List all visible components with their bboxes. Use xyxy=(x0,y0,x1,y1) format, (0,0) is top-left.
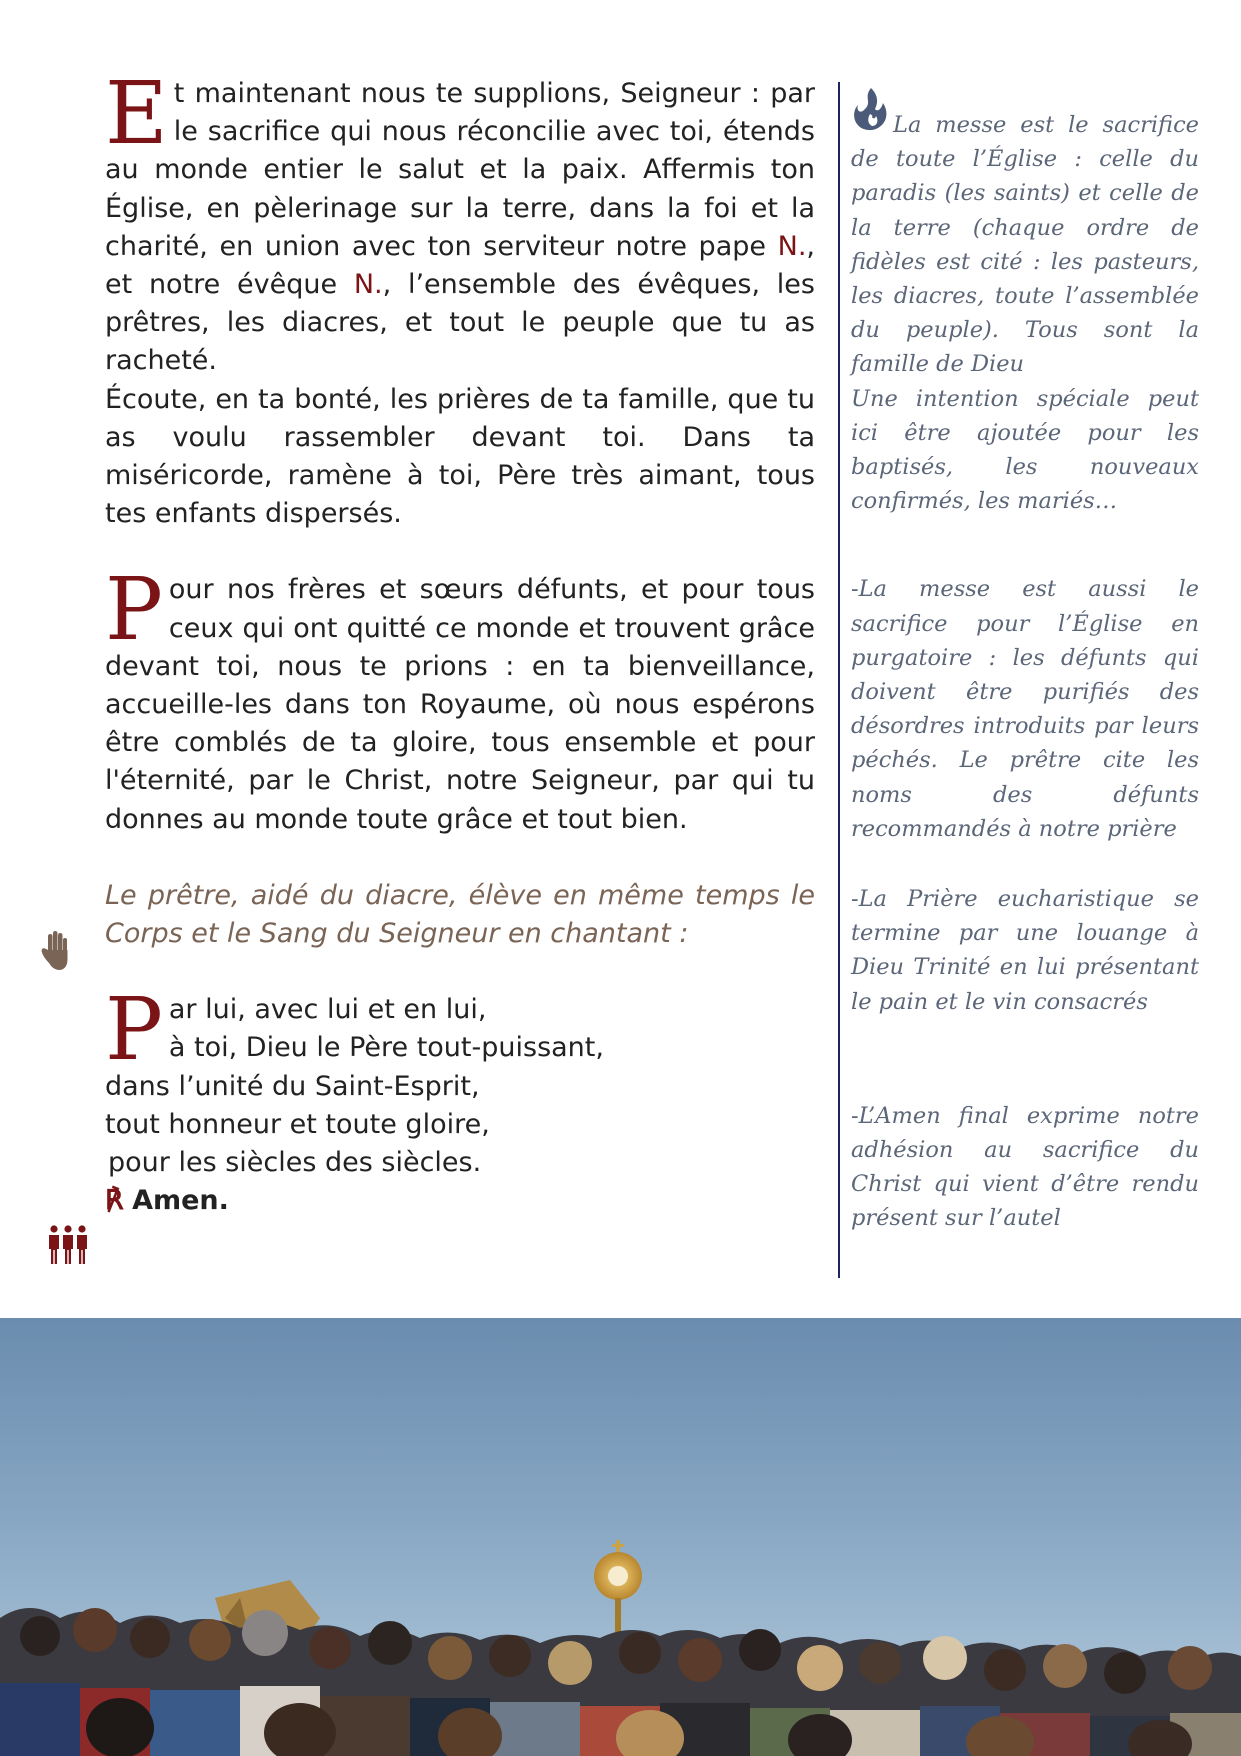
doxology xyxy=(105,980,815,1220)
flame-icon xyxy=(851,86,889,132)
column-divider xyxy=(838,82,840,1278)
doxology-line: ar lui, avec lui et en lui, xyxy=(168,994,487,1026)
commentary-column xyxy=(851,108,1199,1236)
amen-response xyxy=(105,1182,815,1220)
response-symbol: ℟ xyxy=(105,1185,124,1217)
prayer-intercession: Et maintenant nous te supplions, Seigneur : par le sacrifice qui nous réconcilie avec toi, étends au monde entier le salut et la paix. Affermis ton Église, en pèlerinage sur la terre, dans la foi et la charité, en union avec ton serviteur notre pape N., et notre évêque N., l’ensemble des évêques, les prêtres, les diacres, et tout le peuple que tu as racheté. xyxy=(105,64,815,377)
pope-name-placeholder: N. xyxy=(777,230,807,262)
prayer-departed: Pour nos frères et sœurs défunts, et pour tous ceux qui ont quitté ce monde et trouvent grâce devant toi, nous te prions : en ta bienveillance, accueille-les dans ton Royaume, où nous espérons être comblés de ta gloire, tous ensemble et pour l'éternité, par le Christ, notre Seigneur, par qui tu donnes au monde toute grâce et tout bien. xyxy=(105,560,815,835)
commentary-note: -L’Amen final exprime notre adhésion au sacrifice du Christ qui vient d’être rendu présent sur l’autel xyxy=(851,1102,1199,1232)
commentary-note: -La messe est aussi le sacrifice pour l’Église en purgatoire : les défunts qui doivent être purifiés des désordres introduits par leurs péchés. Le prêtre cite les noms des défunts recommandés à notre prière xyxy=(851,576,1199,842)
adoration-crowd-photo xyxy=(0,1318,1241,1756)
doxology-line: pour les siècles des siècles. xyxy=(108,1147,482,1179)
doxology-line: à toi, Dieu le Père tout-puissant, xyxy=(168,1032,604,1064)
commentary-note: La messe est le sacrifice de toute l’Église : celle du paradis (les saints) et celle de la terre (chaque ordre de fidèles est cité : les pasteurs, les diacres, toute l’assemblée du peuple). Tous sont la famille de Dieu xyxy=(851,108,1199,382)
commentary-note: Une intention spéciale peut ici être ajoutée pour les baptisés, les nouveaux confirmés, les mariés… xyxy=(851,385,1199,515)
raised-hand-icon xyxy=(40,930,70,972)
drop-cap-p: P xyxy=(105,560,163,661)
main-text-column xyxy=(105,64,815,1220)
bishop-name-placeholder: N. xyxy=(353,269,383,301)
doxology-line: dans l’unité du Saint-Esprit, xyxy=(105,1070,480,1102)
rubric-instruction: Le prêtre, aidé du diacre, élève en même temps le Corps et le Sang du Seigneur en chantant : xyxy=(105,879,815,950)
drop-cap-p-doxology: P xyxy=(105,980,163,1081)
assembly-people-icon xyxy=(46,1224,90,1266)
doxology-line: tout honneur et toute gloire, xyxy=(105,1108,490,1140)
drop-cap-e: E xyxy=(105,64,168,164)
prayer-family: Écoute, en ta bonté, les prières de ta famille, que tu as voulu rassembler devant toi. Dans ta miséricorde, ramène à toi, Père très aimant, tous tes enfants dispersés. xyxy=(105,383,815,530)
amen-text: Amen. xyxy=(132,1185,229,1217)
commentary-note: -La Prière eucharistique se termine par une louange à Dieu Trinité en lui présentant le pain et le vin consacrés xyxy=(851,886,1199,1015)
